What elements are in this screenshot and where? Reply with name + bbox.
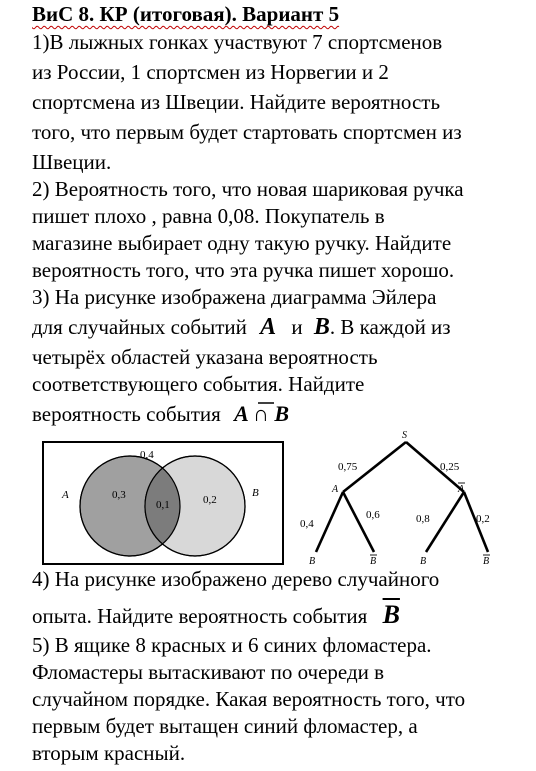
task3-line: 3) На рисунке изображена диаграмма Эйлера xyxy=(32,285,437,309)
task2-line: магазине выбирает одну такую ручку. Найдите xyxy=(32,231,452,255)
event-b-symbol: B xyxy=(313,314,330,340)
event-a-symbol: A xyxy=(260,314,277,340)
task1-line: из России, 1 спортсмен из Норвегии и 2 xyxy=(32,60,389,84)
node-not-a: A xyxy=(458,484,465,495)
label-b: B xyxy=(252,487,259,499)
leaf-b: B xyxy=(420,556,427,567)
leaf-not-b: B xyxy=(483,556,490,567)
task3-line xyxy=(32,402,289,426)
task2-line: вероятность того, что эта ручка пишет хорошо. xyxy=(32,258,455,282)
task2-line: 2) Вероятность того, что новая шариковая ручка xyxy=(32,177,464,201)
task1-line: спортсмена из Швеции. Найдите вероятность xyxy=(32,90,441,114)
task3-text: и xyxy=(291,315,303,339)
euler-diagram xyxy=(40,440,290,570)
task1-line: 1)В лыжных гонках участвуют 7 спортсменов xyxy=(32,30,443,54)
tree-branches xyxy=(316,442,488,552)
prob-outside: 0,4 xyxy=(140,449,154,461)
overline-mark xyxy=(258,401,274,405)
event-expression: A ∩ B xyxy=(234,401,290,426)
prob-s-a: 0,75 xyxy=(338,461,358,473)
leaf-not-b: B xyxy=(370,556,377,567)
task5-line: Фломастеры вытаскивают по очереди в xyxy=(32,660,385,684)
prob-s-not-a: 0,25 xyxy=(440,461,460,473)
task5-line: вторым красный. xyxy=(32,741,186,765)
task3-line: четырёх областей указана вероятность xyxy=(32,345,378,369)
event-not-b-symbol: $\overline{B}$ xyxy=(382,600,400,629)
task3-line: соответствующего события. Найдите xyxy=(32,372,365,396)
prob-not-a-not-b: 0,2 xyxy=(476,513,490,525)
label-a: A xyxy=(62,489,69,501)
task5-line: 5) В ящике 8 красных и 6 синих фломастера. xyxy=(32,633,432,657)
branch-a-b xyxy=(316,492,343,552)
task4-line: 4) На рисунке изображено дерево случайного xyxy=(32,567,440,591)
prob-only-a: 0,3 xyxy=(112,489,126,501)
leaf-b: B xyxy=(309,556,316,567)
prob-intersection: 0,1 xyxy=(156,499,170,511)
branch-a-not-b xyxy=(343,492,374,552)
prob-a-b: 0,4 xyxy=(300,518,314,530)
task3-text: для случайных событий xyxy=(32,315,247,339)
task1-line: того, что первым будет стартовать спортсмен из xyxy=(32,120,462,144)
prob-not-a-b: 0,8 xyxy=(416,513,430,525)
task3-text: вероятность события xyxy=(32,402,221,426)
node-a: A xyxy=(332,484,339,495)
task4-line xyxy=(32,600,400,629)
tree-root: S xyxy=(402,430,407,441)
probability-tree xyxy=(296,430,516,568)
task5-line: случайном порядке. Какая вероятность того, что xyxy=(32,687,466,711)
task5-line: первым будет вытащен синий фломастер, а xyxy=(32,714,418,738)
task2-line: пишет плохо , равна 0,08. Покупатель в xyxy=(32,204,385,228)
task3-text: . В каждой из xyxy=(329,315,451,339)
prob-only-b: 0,2 xyxy=(203,494,217,506)
task4-text: опыта. Найдите вероятность события xyxy=(32,604,368,628)
worksheet-title: ВиС 8. КР (итоговая). Вариант 5 xyxy=(32,2,340,26)
branch-not-a-b xyxy=(426,492,464,552)
prob-a-not-b: 0,6 xyxy=(366,509,380,521)
task3-line xyxy=(32,315,451,339)
task1-line: Швеции. xyxy=(32,150,112,174)
